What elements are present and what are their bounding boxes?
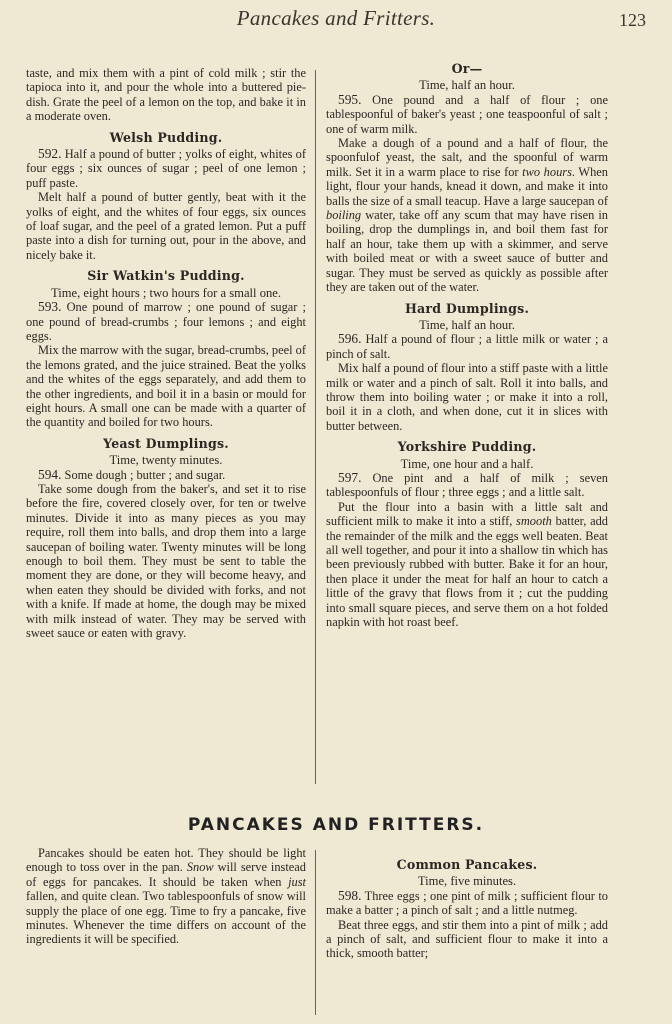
recipe-598-method: Beat three eggs, and stir them into a pint of milk ; add a pinch of salt, and sufficient flour to make it into a thick, smooth batter;: [326, 917, 608, 961]
right-column: [326, 62, 608, 629]
ingredients-text: Half a pound of butter ; yolks of eight, whites of four eggs ; six ounces of sugar ; peel of one lemon ; puff paste.: [26, 147, 306, 190]
emphasis-text: smooth: [516, 514, 552, 529]
cook-time: Time, eight hours ; two hours for a small one.: [50, 285, 282, 300]
emphasis-text: boiling: [326, 208, 362, 223]
cook-time: Time, half an hour.: [419, 78, 515, 93]
paragraph-tapioca-end: taste, and mix them with a pint of cold milk ; stir the tapioca into it, and pour the whole into a buttered pie-dish. Grate the peel of a lemon on the top, and bake it in a moderate oven.: [26, 66, 306, 124]
method-text: Make a dough of a pound and a half of flour, the spoonfulof yeast, the salt, and the spoonful of warm milk. Set it in a warm place to rise for: [326, 136, 608, 179]
recipe-594-method: Take some dough from the baker's, and set it to rise before the fire, covered closely over, for ten or twelve minutes. Divide it into as many pieces as you may require, roll them into balls, and drop them into a large saucepan of boiling water. Twenty minutes will be long enough to boil them. They must be sent to table the moment they are done, or they will become heavy, and when eaten they should be divided with forks, and not with a knife. If made at home, the dough may be mixed with milk instead of water. They may be served with sweet sauce or eaten with gravy.: [26, 481, 306, 641]
ingredients-text: One pound and a half of flour ; one tablespoonful of baker's yeast ; one teaspoonful of salt ; one of warm milk.: [326, 92, 608, 136]
recipe-592-method: Melt half a pound of butter gently, beat with it the yolks of eight, and the whites of four eggs, six ounces of loaf sugar, and the peel of a grated lemon. Put a puff paste into a dish for turning out, pour in the above, and nicely bake it.: [26, 190, 306, 262]
recipe-number: 594.: [38, 466, 62, 482]
page-number: 123: [619, 10, 646, 30]
recipe-597-ingredients: [326, 471, 608, 500]
emphasis-text: just: [288, 874, 306, 889]
section-title: PANCAKES AND FRITTERS.: [187, 815, 485, 835]
recipe-593-ingredients: [26, 300, 306, 343]
heading-sir-watkins-pudding: Sir Watkin's Pudding.: [87, 268, 245, 284]
recipe-number: 592.: [38, 146, 62, 162]
intro-text: fallen, and quite clean. Two tablespoonfuls of snow will supply the place of one egg. Time to fry a pancake, five minutes. Whenever the time differs on account of the ingredients it will be specified.: [26, 889, 306, 947]
heading-yorkshire-pudding: Yorkshire Pudding.: [397, 439, 537, 455]
intro-text: will serve instead of eggs for pancakes. It should be taken when: [26, 860, 307, 889]
method-text: Put the flour into a basin with a little salt and sufficient milk to make it into a stiff,: [326, 499, 608, 529]
cook-time: Time, one hour and a half.: [400, 456, 534, 471]
recipe-number: 595.: [338, 91, 362, 107]
running-head: Pancakes and Fritters.: [236, 6, 436, 30]
ingredients-text: Three eggs ; one pint of milk ; sufficient flour to make a batter ; a pinch of salt ; and a little nutmeg.: [326, 888, 608, 918]
heading-yeast-dumplings: Yeast Dumplings.: [103, 435, 229, 451]
heading-welsh-pudding: Welsh Pudding.: [109, 129, 223, 145]
bottom-right-column: [326, 858, 608, 961]
emphasis-text: two hours: [522, 164, 572, 179]
recipe-number: 598.: [338, 887, 362, 903]
cook-time: Time, five minutes.: [417, 874, 517, 889]
method-text: . When light, flour your hands, knead it down, and make it into balls the size of a small teacup. Have a large saucepan of: [326, 164, 608, 208]
ingredients-text: One pint and a half of milk ; seven tablespoonfuls of flour ; three eggs ; and a little salt.: [326, 470, 608, 500]
left-column: [26, 66, 306, 640]
column-divider: [315, 70, 316, 784]
recipe-595-ingredients: [326, 93, 608, 136]
column-divider: [315, 850, 316, 1015]
recipe-598-ingredients: [326, 889, 608, 918]
cook-time: Time, half an hour.: [419, 317, 515, 332]
recipe-number: 597.: [338, 469, 362, 485]
recipe-number: 596.: [338, 331, 362, 347]
method-text: batter, add the remainder of the milk and the eggs well beaten. Beat all well together, and pour it into a shallow tin which has been previously rubbed with butter. Bake it for an hour, then place it under the meat for half an hour to catch a little of the gravy that flows from it ; cut the pudding into small square pieces, and serve them on a hot folded napkin with hot roast beef.: [326, 514, 608, 630]
recipe-593-method: Mix the marrow with the sugar, bread-crumbs, peel of the lemons grated, and the juice strained. Beat the yolks and the whites of the eggs separately, and add them to the other ingredients, and boil it in a basin or mould for eight hours. A small one can be made with a quarter of the quantity and boiled for two hours.: [26, 343, 306, 430]
ingredients-text: Half a pound of flour ; a little milk or water ; a pinch of salt.: [326, 332, 608, 361]
ingredients-text: Some dough ; butter ; and sugar.: [64, 467, 226, 482]
ingredients-text: One pound of marrow ; one pound of sugar ; one pound of bread-crumbs ; four lemons ; and eight eggs.: [26, 300, 306, 343]
recipe-596-ingredients: [326, 332, 608, 361]
pancakes-intro: [26, 846, 306, 947]
heading-common-pancakes: Common Pancakes.: [396, 857, 538, 872]
method-text: water, take off any scum that may have risen in boiling, drop the dumplings in, and boil them fast for half an hour, take them up with a skimmer, and serve with boiled meat or with a sweet sauce of butter and sugar. They must be served as quickly as possible after they are taken out of the water.: [326, 208, 608, 295]
intro-text: Pancakes should be eaten hot. They should be light enough to toss over in the pan.: [26, 846, 306, 875]
emphasis-text: Snow: [186, 860, 214, 875]
heading-hard-dumplings: Hard Dumplings.: [404, 300, 530, 316]
recipe-596-method: Mix half a pound of flour into a stiff paste with a little milk or water and a pinch of salt. Roll it into balls, and throw them into boiling water ; or make it into a roll, boil it in a cloth, and when done, cut it in slices with butter between.: [326, 361, 608, 433]
recipe-592-ingredients: [26, 147, 306, 190]
recipe-594-ingredients: [26, 468, 306, 482]
cook-time: Time, twenty minutes.: [109, 453, 223, 468]
heading-or: Or—: [451, 61, 483, 76]
recipe-595-method: [326, 136, 608, 294]
recipe-597-method: [326, 500, 608, 630]
bottom-left-column: [26, 846, 306, 947]
recipe-number: 593.: [38, 299, 62, 315]
